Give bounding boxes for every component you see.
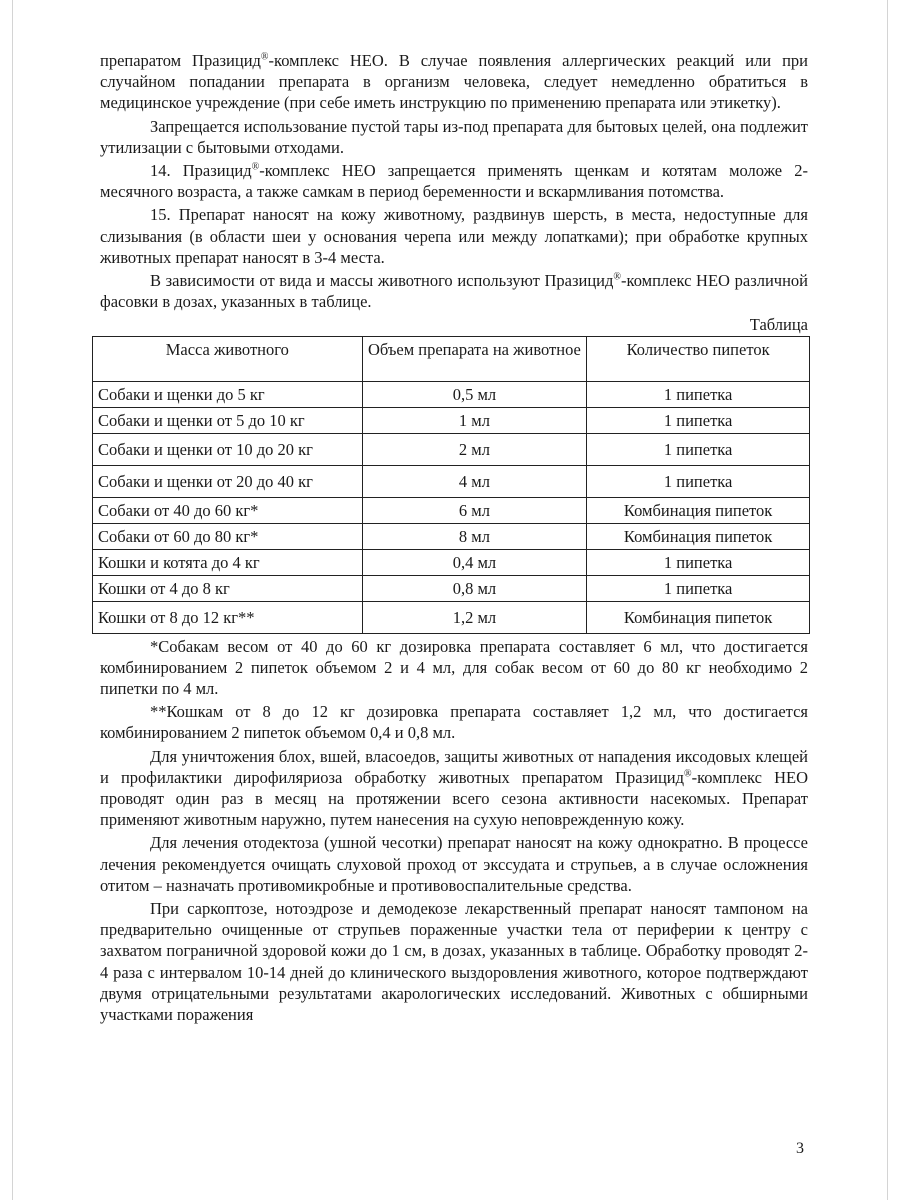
table-row xyxy=(93,575,810,601)
table-row xyxy=(93,407,810,433)
footnote-cats: **Кошкам от 8 до 12 кг дозировка препарата составляет 1,2 мл, что достигается комбинированием 2 пипеток объемом 0,4 и 0,8 мл. xyxy=(100,702,808,743)
paragraph-15-application: 15. Препарат наносят на кожу животному, раздвинув шерсть, в места, недоступные для слизывания (в области шеи у основания черепа или между лопатками); при обработке крупных животных препарат наносят в 3-4 места. xyxy=(100,205,808,267)
document-body xyxy=(100,50,808,1025)
header-volume: Объем препарата на животное xyxy=(362,336,587,381)
page-number: 3 xyxy=(796,1140,804,1157)
cell-pipettes: Комбинация пипеток xyxy=(587,601,810,633)
header-pipette-count: Количество пипеток xyxy=(587,336,810,381)
cell-pipettes: Комбинация пипеток xyxy=(587,523,810,549)
cell-volume: 4 мл xyxy=(362,465,587,497)
cell-volume: 0,5 мл xyxy=(362,381,587,407)
cell-volume: 8 мл xyxy=(362,523,587,549)
cell-volume: 6 мл xyxy=(362,497,587,523)
table-row xyxy=(93,601,810,633)
footnote-dogs: *Собакам весом от 40 до 60 кг дозировка препарата составляет 6 мл, что достигается комбинированием 2 пипеток объемом 2 и 4 мл, для собак весом от 60 до 80 кг необходимо 2 пипетки по 4 мл. xyxy=(100,636,808,699)
cell-pipettes: 1 пипетка xyxy=(587,549,810,575)
cell-mass: Собаки и щенки до 5 кг xyxy=(93,381,363,407)
table-row xyxy=(93,497,810,523)
cell-mass: Кошки от 8 до 12 кг** xyxy=(93,601,363,633)
table-caption: Таблица xyxy=(749,315,808,335)
dosage-table xyxy=(92,336,810,634)
cell-mass: Собаки и щенки от 10 до 20 кг xyxy=(93,433,363,465)
table-row xyxy=(93,433,810,465)
cell-mass: Собаки и щенки от 20 до 40 кг xyxy=(93,465,363,497)
table-header-row xyxy=(93,336,810,381)
cell-mass: Кошки и котята до 4 кг xyxy=(93,549,363,575)
table-row xyxy=(93,549,810,575)
cell-pipettes: 1 пипетка xyxy=(587,433,810,465)
cell-mass: Кошки от 4 до 8 кг xyxy=(93,575,363,601)
table-row xyxy=(93,381,810,407)
cell-volume: 0,8 мл xyxy=(362,575,587,601)
paragraph-sarcoptosis: При саркоптозе, нотоэдрозе и демодекозе лекарственный препарат наносят тампоном на предварительно очищенные от струпьев пораженные участки тела от периферии к центру с захватом пограничной здоровой кожи до 1 см, в дозах, указанных в таблице. Обработку проводят 2-4 раза с интервалом 10-14 дней до клинического выздоровления животного, которое подтверждают двумя отрицательными результатами акарологических исследований. Животных с обширными участками поражения xyxy=(100,899,808,1025)
header-animal-mass: Масса животного xyxy=(93,336,363,381)
cell-volume: 1,2 мл xyxy=(362,601,587,633)
cell-mass: Собаки от 40 до 60 кг* xyxy=(93,497,363,523)
paragraph-allergy-warning: препаратом Празицид®-комплекс НЕО. В случае появления аллергических реакций или при случайном попадании препарата в организм человека, следует немедленно обратиться в медицинское учреждение (при себе иметь инструкцию по применению препарата или этикетку). xyxy=(100,51,808,113)
cell-volume: 1 мл xyxy=(362,407,587,433)
paragraph-empty-container: Запрещается использование пустой тары из-под препарата для бытовых целей, она подлежит утилизации с бытовыми отходами. xyxy=(100,116,808,157)
cell-pipettes: Комбинация пипеток xyxy=(587,497,810,523)
cell-volume: 0,4 мл xyxy=(362,549,587,575)
paragraph-dosage-intro: В зависимости от вида и массы животного используют Празицид®-комплекс НЕО различной фасовки в дозах, указанных в таблице. xyxy=(100,271,808,312)
cell-mass: Собаки и щенки от 5 до 10 кг xyxy=(93,407,363,433)
paragraph-flea-treatment: Для уничтожения блох, вшей, власоедов, защиты животных от нападения иксодовых клещей и профилактики дирофиляриоза обработку животных препаратом Празицид®-комплекс НЕО проводят один раз в месяц на протяжении всего сезона активности насекомых. Препарат применяют животным наружно, путем нанесения на сухую неповрежденную кожу. xyxy=(100,746,808,830)
paragraph-otodectosis: Для лечения отодектоза (ушной чесотки) препарат наносят на кожу однократно. В процессе лечения рекомендуется очищать слуховой проход от экссудата и струпьев, а в случае осложнения отитом – назначать противомикробные и противовоспалительные средства. xyxy=(100,833,808,895)
cell-volume: 2 мл xyxy=(362,433,587,465)
cell-pipettes: 1 пипетка xyxy=(587,381,810,407)
paragraph-14-contraindications: 14. Празицид®-комплекс НЕО запрещается применять щенкам и котятам моложе 2-месячного возраста, а также самкам в период беременности и вскармливания потомства. xyxy=(100,161,808,202)
cell-pipettes: 1 пипетка xyxy=(587,465,810,497)
cell-pipettes: 1 пипетка xyxy=(587,575,810,601)
cell-pipettes: 1 пипетка xyxy=(587,407,810,433)
cell-mass: Собаки от 60 до 80 кг* xyxy=(93,523,363,549)
table-row xyxy=(93,523,810,549)
table-row xyxy=(93,465,810,497)
